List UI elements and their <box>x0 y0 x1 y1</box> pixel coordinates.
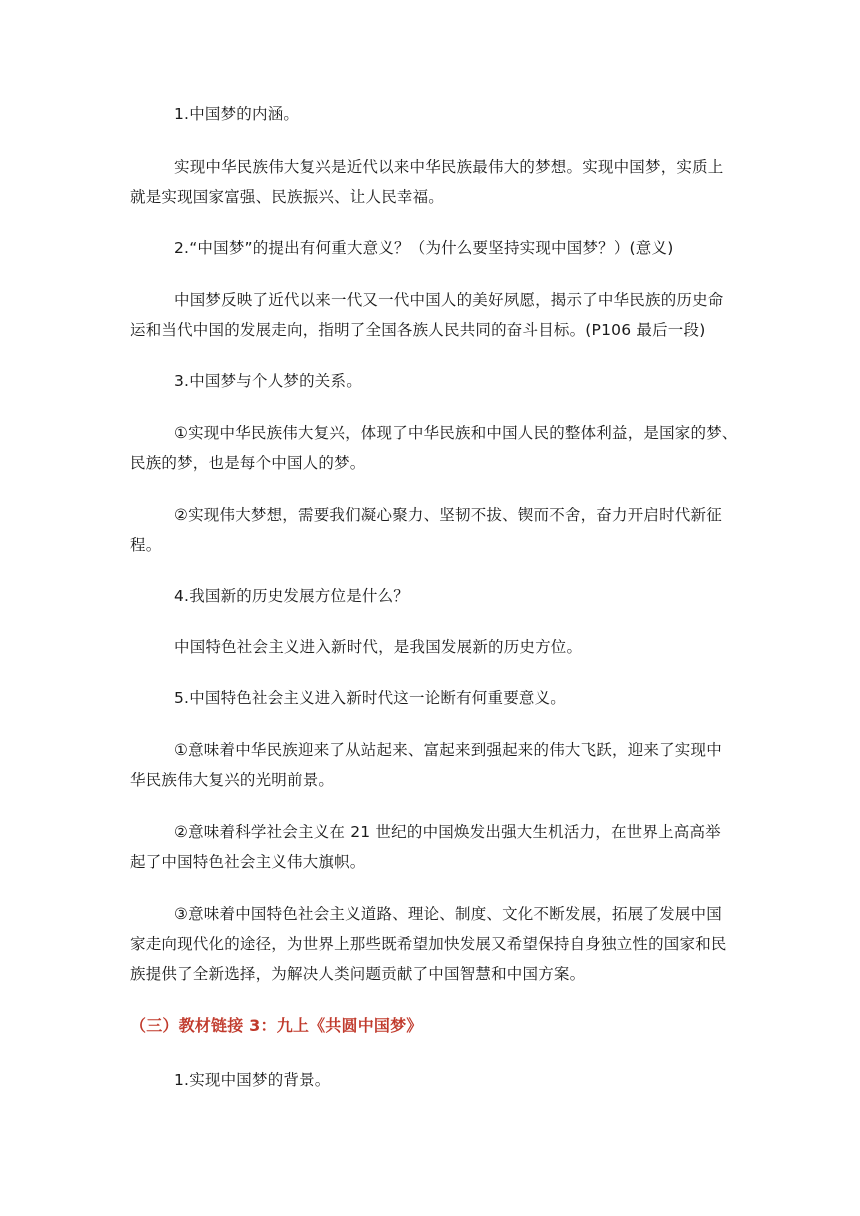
item-5-point-2-line-1: ②意味着科学社会主义在 21 世纪的中国焕发出强大生机活力，在世界上高高举 <box>174 823 721 841</box>
item-5-point-3-line-1: ③意味着中国特色社会主义道路、理论、制度、文化不断发展，拓展了发展中国 <box>174 905 722 923</box>
item-5-point-1-line-2: 华民族伟大复兴的光明前景。 <box>130 771 335 789</box>
item-2-title: 2.“中国梦”的提出有何重大意义？（为什么要坚持实现中国梦？）(意义) <box>174 239 674 257</box>
item-1-paragraph-line-1: 实现中华民族伟大复兴是近代以来中华民族最伟大的梦想。实现中国梦，实质上 <box>174 158 724 176</box>
item-3-title: 3.中国梦与个人梦的关系。 <box>174 372 362 390</box>
item-3-point-1-line-2: 民族的梦，也是每个中国人的梦。 <box>130 454 366 472</box>
item-4-title: 4.我国新的历史发展方位是什么？ <box>174 587 409 605</box>
section-item-1-title: 1.实现中国梦的背景。 <box>174 1071 331 1089</box>
item-3-point-2-line-2: 程。 <box>130 536 162 554</box>
item-3-point-2-line-1: ②实现伟大梦想，需要我们凝心聚力、坚韧不拔、锲而不舍，奋力开启时代新征 <box>174 506 722 524</box>
item-5-point-2-line-2: 起了中国特色社会主义伟大旗帜。 <box>130 853 366 871</box>
item-4-answer: 中国特色社会主义进入新时代，是我国发展新的历史方位。 <box>174 638 583 656</box>
item-5-point-3-line-2: 家走向现代化的途径，为世界上那些既希望加快发展又希望保持自身独立性的国家和民 <box>130 935 727 953</box>
item-2-paragraph-line-1: 中国梦反映了近代以来一代又一代中国人的美好夙愿，揭示了中华民族的历史命 <box>174 291 724 309</box>
item-1-title: 1.中国梦的内涵。 <box>174 105 300 123</box>
item-5-point-1-line-1: ①意味着中华民族迎来了从站起来、富起来到强起来的伟大飞跃，迎来了实现中 <box>174 741 722 759</box>
item-5-title: 5.中国特色社会主义进入新时代这一论断有何重要意义。 <box>174 689 566 707</box>
item-3-point-1-line-1: ①实现中华民族伟大复兴，体现了中华民族和中国人民的整体利益，是国家的梦、 <box>174 424 738 442</box>
item-1-paragraph-line-2: 就是实现国家富强、民族振兴、让人民幸福。 <box>130 188 445 206</box>
section-heading: （三）教材链接 3：九上《共圆中国梦》 <box>130 1016 423 1035</box>
item-5-point-3-line-3: 族提供了全新选择，为解决人类问题贡献了中国智慧和中国方案。 <box>130 965 586 983</box>
item-2-paragraph-line-2: 运和当代中国的发展走向，指明了全国各族人民共同的奋斗目标。(P106 最后一段) <box>130 321 706 339</box>
